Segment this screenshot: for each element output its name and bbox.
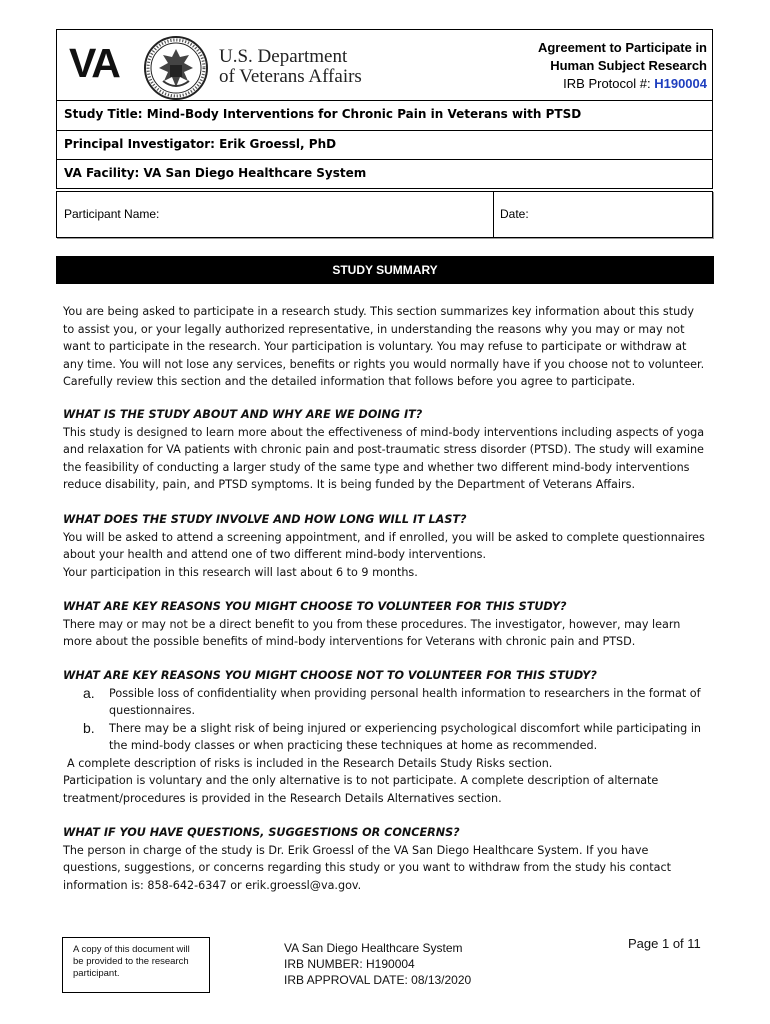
department-name-line1: U.S. Department: [219, 46, 348, 67]
list-item: [63, 720, 708, 755]
principal-investigator-row: [57, 130, 712, 159]
principal-investigator: Principal Investigator: Erik Groessl, PhD: [64, 137, 337, 151]
risks-note: A complete description of risks is included in the Research Details Study Risks section.: [67, 756, 553, 770]
participant-info-box: [56, 191, 713, 238]
involve-text-2: Your participation in this research will last about 6 to 9 months.: [63, 565, 418, 579]
page-number: Page 1 of 11: [628, 936, 701, 951]
about-heading: WHAT IS THE STUDY ABOUT AND WHY ARE WE DOING IT?: [63, 408, 423, 421]
facility-row: [57, 159, 712, 189]
field-divider: [493, 192, 494, 237]
study-summary-bar: STUDY SUMMARY: [56, 256, 714, 284]
va-logo: [57, 30, 457, 102]
footer-irb-number: IRB NUMBER: H190004: [284, 957, 415, 971]
questions-heading: WHAT IF YOU HAVE QUESTIONS, SUGGESTIONS OR CONCERNS?: [63, 826, 460, 839]
study-title: Study Title: Mind-Body Interventions for Chronic Pain in Veterans with PTSD: [64, 107, 582, 121]
involve-section: [63, 511, 708, 581]
not-volunteer-section: [63, 667, 708, 807]
about-section: [63, 406, 708, 494]
footer-irb-info: [284, 940, 471, 988]
alternatives-text: Participation is voluntary and the only alternative is to not participate. A complete description of alternate treatment/procedures is provided in the Research Details Alternatives section.: [63, 774, 659, 805]
list-marker: b.: [83, 719, 95, 736]
irb-protocol-label: IRB Protocol #:: [563, 76, 655, 91]
participant-name-field[interactable]: Participant Name:: [64, 207, 160, 221]
va-facility: VA Facility: VA San Diego Healthcare System: [64, 166, 367, 180]
agreement-line2: Human Subject Research: [550, 58, 707, 73]
footer-facility: VA San Diego Healthcare System: [284, 941, 463, 955]
about-text: This study is designed to learn more about the effectiveness of mind-body interventions including aspects of yoga and relaxation for VA patients with chronic pain and post-traumatic stress disorder (PTSD). The study will examine the feasibility of conducting a larger study of the same type and whether two different mind-body interventions reduce disability, pain, and PTSD symptoms. It is being funded by the Department of Veterans Affairs.: [63, 425, 705, 491]
va-logo-letters: VA: [69, 40, 119, 86]
involve-heading: WHAT DOES THE STUDY INVOLVE AND HOW LONG WILL IT LAST?: [63, 513, 467, 526]
header-form-box: [56, 29, 713, 189]
risk-text: There may be a slight risk of being injured or experiencing psychological discomfort while participating in the mind-body classes or when practicing these techniques at home as recommended.: [109, 721, 702, 752]
list-marker: a.: [83, 684, 95, 701]
volunteer-text: There may or may not be a direct benefit to you from these procedures. The investigator, however, may learn more about the possible benefits of mind-body interventions for Veterans with chronic pain and PTSD.: [63, 617, 681, 648]
study-title-row: [57, 100, 712, 130]
irb-protocol-number: H190004: [654, 76, 707, 91]
involve-text-1: You will be asked to attend a screening appointment, and if enrolled, you will be asked to complete questionnaires about your health and attend one of two different mind-body interventions.: [63, 530, 705, 561]
volunteer-section: [63, 598, 708, 651]
irb-protocol: [538, 75, 707, 93]
list-item: [63, 685, 708, 720]
date-field[interactable]: Date:: [500, 207, 529, 221]
va-seal-icon: [143, 35, 209, 101]
agreement-line1: Agreement to Participate in: [537, 40, 707, 55]
agreement-heading: [538, 39, 707, 93]
questions-text: The person in charge of the study is Dr. Erik Groessl of the VA San Diego Healthcare System. If you have questions, suggestions, or concerns regarding this study or you want to withdraw from the study his contact information is: 858-642-6347 or erik.groessl@va.gov.: [63, 843, 672, 892]
copy-note-box: A copy of this document will be provided to the research participant.: [62, 937, 210, 993]
intro-paragraph: [63, 303, 708, 391]
questions-section: [63, 824, 708, 894]
intro-text: You are being asked to participate in a research study. This section summarizes key information about this study to assist you, or your legally authorized representative, in understanding the reasons why you may or may not want to participate in the research. Your participation is voluntary. You may refuse to participate or withdraw at any time. You will not lose any services, benefits or rights you would normally have if you choose not to volunteer. Carefully review this section and the detailed information that follows before you agree to participate.: [63, 305, 705, 388]
department-name-line2: of Veterans Affairs: [219, 66, 362, 87]
volunteer-heading: WHAT ARE KEY REASONS YOU MIGHT CHOOSE TO VOLUNTEER FOR THIS STUDY?: [63, 600, 567, 613]
footer-irb-approval-date: IRB APPROVAL DATE: 08/13/2020: [284, 973, 472, 987]
not-volunteer-heading: WHAT ARE KEY REASONS YOU MIGHT CHOOSE NOT TO VOLUNTEER FOR THIS STUDY?: [63, 669, 597, 682]
risk-text: Possible loss of confidentiality when providing personal health information to researchers in the format of questionnaires.: [109, 686, 701, 717]
